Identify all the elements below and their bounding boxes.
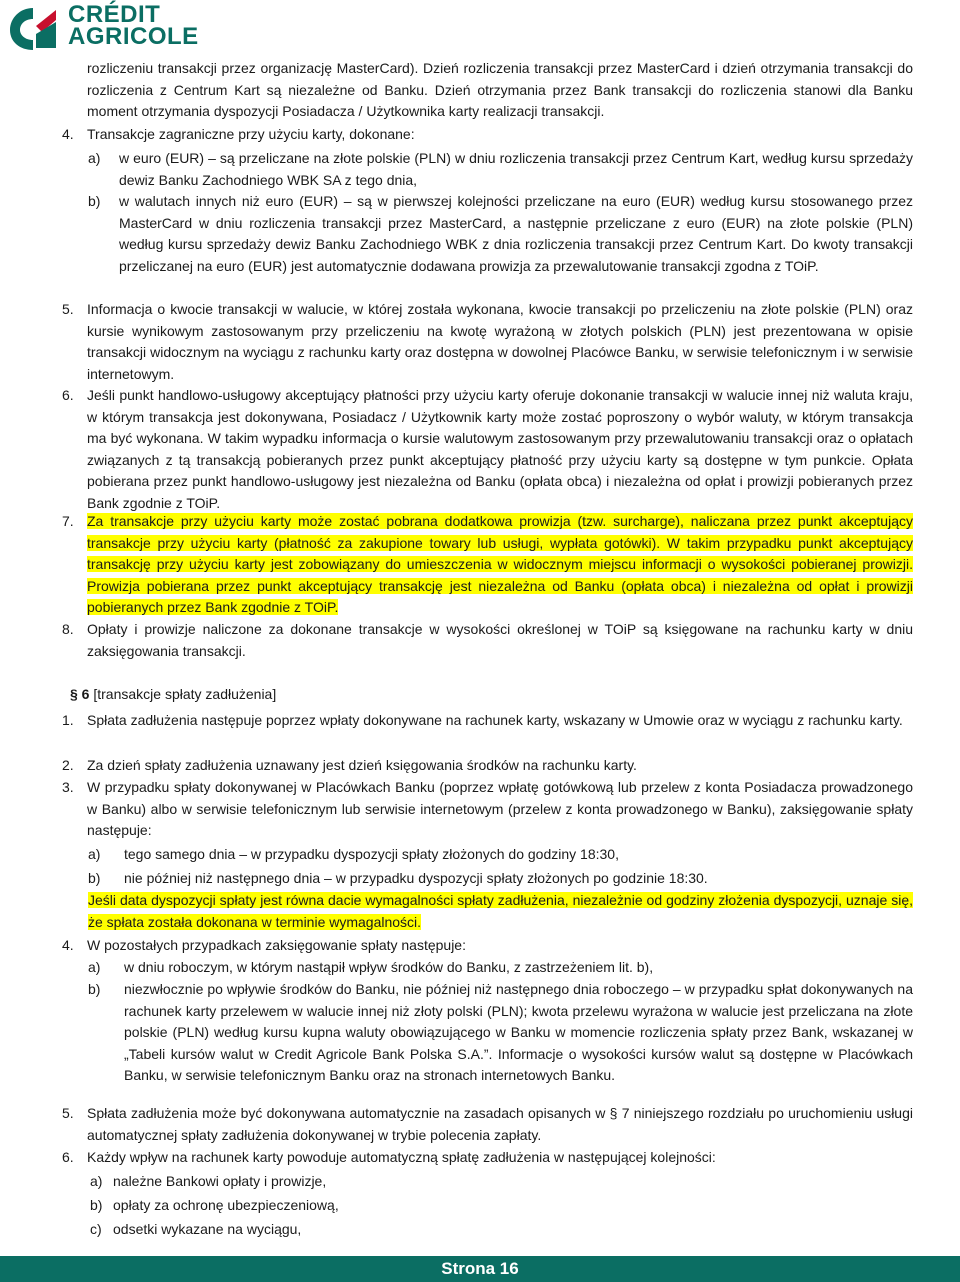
s6-item-3b-letter: b) <box>88 870 101 886</box>
s6-item-4b-letter: b) <box>88 981 101 997</box>
item-7-number: 7. <box>62 513 74 529</box>
s6-item-6a-letter: a) <box>90 1173 103 1189</box>
item-4a-letter: a) <box>88 150 101 166</box>
section-6-mark: § 6 <box>70 686 90 702</box>
s6-item-4-number: 4. <box>62 937 74 953</box>
item-8-number: 8. <box>62 621 74 637</box>
s6-item-5-number: 5. <box>62 1105 74 1121</box>
section-6-heading <box>70 684 670 706</box>
s6-item-4a-text: w dniu roboczym, w którym nastąpił wpływ środków do Banku, z zastrzeżeniem lit. b), <box>124 959 654 975</box>
s6-item-6-text: Każdy wpływ na rachunek karty powoduje automatyczną spłatę zadłużenia w następującej kolejności: <box>87 1149 716 1165</box>
item-4a-text: w euro (EUR) – są przeliczane na złote polskie (PLN) w dniu rozliczenia transakcji przez Centrum Kart, według kursu sprzedaży dewiz Banku Zachodniego WBK SA z tego dnia, <box>119 150 913 188</box>
s6-item-6c-text: odsetki wykazane na wyciągu, <box>113 1221 302 1237</box>
s6-item-4b-text: niezwłocznie po wpływie środków do Banku, nie później niż następnego dnia roboczego – w przypadku spłat dokonywanych na rachunek karty przelewem w walucie innej niż złoty polski (PLN); kwota przelewu wyrażona w walucie jest przeliczana na złote polskie (PLN) według kursu kupna waluty obowiązującego w Banku w momencie rozliczenia spłaty przez Bank, wskazanej w „Tabeli kursów walut w Credit Agricole Bank Polska S.A.”. Informacje o wysokości kursów walut są dostępne w Placówkach Banku, w serwisie telefonicznym Banku oraz na stronach internetowych Banku. <box>124 981 913 1083</box>
s6-item-6c-letter: c) <box>90 1221 102 1237</box>
item-4-text: Transakcje zagraniczne przy użyciu karty, dokonane: <box>87 126 415 142</box>
section-6-title: [transakcje spłaty zadłużenia] <box>93 686 277 702</box>
s6-item-3a-letter: a) <box>88 846 101 862</box>
s6-item-3b-text: nie później niż następnego dnia – w przypadku dyspozycji spłaty złożonych po godzinie 18:30. <box>124 870 708 886</box>
s6-item-2-text: Za dzień spłaty zadłużenia uznawany jest dzień księgowania środków na rachunku karty. <box>87 757 637 773</box>
intro-paragraph: rozliczeniu transakcji przez organizację MasterCard). Dzień rozliczenia transakcji przez MasterCard i dzień otrzymania transakcji do rozliczenia z Centrum Kart są niezależne od Banku. Dzień otrzymania przez Bank transakcji do rozliczenia stanowi dla Banku moment otrzymania dyspozycji Posiadacza / Użytkownika karty realizacji transakcji. <box>87 60 913 119</box>
item-4b-text: w walutach innych niż euro (EUR) – są w pierwszej kolejności przeliczane na euro (EUR) według kursu stosowanego przez MasterCard w dniu rozliczenia transakcji przez MasterCard, a następnie przeliczane z euro (EUR) na złote polskie (PLN) według kursu sprzedaży dewiz Banku Zachodniego WBK z dnia rozliczenia transakcji przez Centrum Kart. Do kwoty transakcji przeliczanej na euro (EUR) jest automatycznie dodawana prowizja za przewalutowanie transakcji zgodna z TOiP. <box>119 193 913 274</box>
credit-agricole-emblem-icon <box>6 6 60 52</box>
s6-item-1-number: 1. <box>62 712 74 728</box>
s6-item-6b-text: opłaty za ochronę ubezpieczeniową, <box>113 1197 339 1213</box>
s6-item-3-text: W przypadku spłaty dokonywanej w Placówkach Banku (poprzez wpłatę gotówkową lub przelew z konta Posiadacza prowadzonego w Banku) albo w serwisie telefonicznym lub serwisie internetowym (przelew z konta prowadzonego w Banku), zaksięgowanie spłaty następuje: <box>87 779 913 838</box>
s6-item-6-number: 6. <box>62 1149 74 1165</box>
logo-wordmark <box>68 1 199 50</box>
item-6-number: 6. <box>62 387 74 403</box>
s6-item-3-number: 3. <box>62 779 74 795</box>
s6-item-3-note-highlight: Jeśli data dyspozycji spłaty jest równa dacie wymagalności spłaty zadłużenia, niezależnie od godziny złożenia dyspozycji, uznaje się, że spłata została dokonana w terminie wymagalności. <box>88 892 913 930</box>
s6-item-2-number: 2. <box>62 757 74 773</box>
s6-item-3-note <box>88 890 913 933</box>
item-7-highlight: Za transakcje przy użyciu karty może zostać pobrana dodatkowa prowizja (tzw. surcharge), naliczana przez punkt akceptujący transakcje przy użyciu karty (płatność za zakupione towary lub usługi, wypłata gotówki). W takim przypadku punkt akceptujący transakcję przy użyciu karty jest zobowiązany do umieszczenia w widocznym miejscu informacji o wysokości pobieranej prowizji. Prowizja pobierana przez punkt akceptujący transakcję jest niezależna od Banku (opłata obca) i niezależna od opłat i prowizji pobieranych przez Bank zgodnie z TOiP. <box>87 513 913 615</box>
s6-item-4a-letter: a) <box>88 959 101 975</box>
item-6-text: Jeśli punkt handlowo-usługowy akceptujący płatności przy użyciu karty oferuje dokonanie transakcji w walucie innej niż waluta kraju, w którym transakcja jest dokonywana, Posiadacz / Użytkownik karty może zostać poproszony o wybór waluty, w którym transakcja ma być wykonana. W takim wypadku informacja o kursie walutowym zastosowanym przy przewalutowaniu transakcji oraz o opłatach związanych z tą transakcją pobieranych przez punkt akceptujący płatność przy użyciu karty są dostępne w tym punkcie. Opłata pobierana przez punkt handlowo-usługowy jest niezależna od Banku (opłata obca) i niezależna od opłat i prowizji pobieranych przez Bank zgodnie z TOiP. <box>87 387 913 511</box>
item-4-number: 4. <box>62 126 74 142</box>
s6-item-3a-text: tego samego dnia – w przypadku dyspozycji spłaty złożonych do godziny 18:30, <box>124 846 619 862</box>
page-number: Strona 16 <box>441 1259 519 1278</box>
s6-item-4-text: W pozostałych przypadkach zaksięgowanie spłaty następuje: <box>87 937 466 953</box>
s6-item-1-text: Spłata zadłużenia następuje poprzez wpłaty dokonywane na rachunek karty, wskazany w Umowie oraz w wyciągu z rachunku karty. <box>87 712 903 728</box>
item-4b-letter: b) <box>88 193 101 209</box>
bank-logo <box>6 1 221 52</box>
logo-line-1: CRÉDIT <box>68 1 161 28</box>
item-8-text: Opłaty i prowizje naliczone za dokonane transakcje w wysokości określonej w TOiP są księgowane na rachunku karty w dniu zaksięgowania transakcji. <box>87 621 913 659</box>
s6-item-5-text: Spłata zadłużenia może być dokonywana automatycznie na zasadach opisanych w § 7 niniejszego rozdziału po uruchomieniu usługi automatycznej spłaty zadłużenia dokonywanej w trybie polecenia zapłaty. <box>87 1105 913 1143</box>
logo-line-2: AGRICOLE <box>68 23 199 50</box>
page-footer <box>0 1256 960 1282</box>
s6-item-6a-text: należne Bankowi opłaty i prowizje, <box>113 1173 327 1189</box>
item-5-number: 5. <box>62 301 74 317</box>
s6-item-6b-letter: b) <box>90 1197 103 1213</box>
item-7-text <box>87 511 913 619</box>
item-5-text: Informacja o kwocie transakcji w walucie, w której została wykonana, kwocie transakcji po przeliczeniu na złote polskie (PLN) oraz kursie wynikowym zastosowanym przy przeliczeniu na kwotę wyrażoną w złotych polskich (PLN) jest prezentowana w opisie transakcji widocznym na wyciągu z rachunku karty oraz dostępna w dowolnej Placówce Banku, w serwisie telefonicznym i w serwisie internetowym. <box>87 301 913 382</box>
